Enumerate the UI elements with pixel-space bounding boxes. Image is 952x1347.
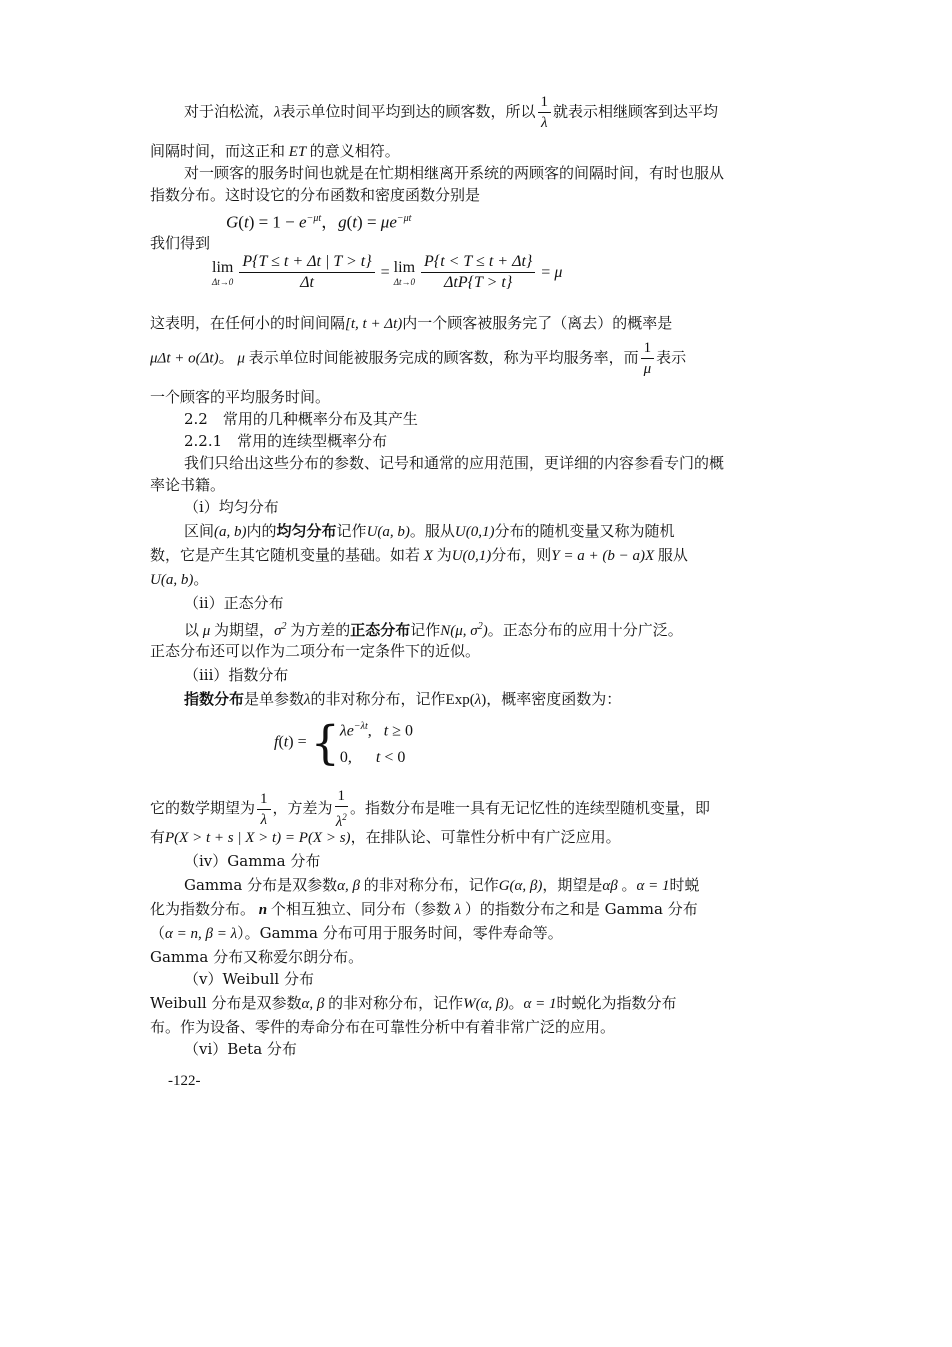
- para-line: [150, 312, 672, 335]
- math: (a, b): [214, 524, 247, 540]
- item-heading-weibull: （v）Weibull 分布: [184, 970, 314, 988]
- math: ET: [285, 144, 310, 160]
- item-heading-beta: （vi）Beta 分布: [184, 1040, 297, 1058]
- text: （: [150, 924, 166, 942]
- para-line: 一个顾客的平均服务时间。: [150, 388, 331, 406]
- para-line: [150, 568, 208, 591]
- text: 分布，则: [491, 546, 552, 564]
- fraction-1-over-lambda: $\frac{1}{\lambda}$: [538, 92, 552, 133]
- math: U(0,1): [451, 548, 492, 564]
- text: 以: [184, 621, 200, 639]
- math-memoryless: P(X > t + s | X > t) = P(X > s): [165, 830, 351, 846]
- item-heading-uniform: （i）均匀分布: [184, 498, 279, 516]
- fraction-1-over-lambda: $\frac{1}{\lambda}$: [257, 789, 271, 830]
- math: λ: [274, 104, 281, 121]
- text: 。: [508, 994, 524, 1012]
- para-line: [184, 520, 675, 543]
- math: α = 1: [523, 996, 557, 1012]
- math: U(a, b): [150, 572, 194, 588]
- math: μΔt + o(Δt): [150, 350, 219, 367]
- math: U(0,1): [454, 524, 495, 540]
- item-heading-exponential: （iii）指数分布: [184, 666, 289, 684]
- para-line: [150, 898, 698, 921]
- math: αβ: [602, 878, 622, 894]
- math: α = n, β = λ: [165, 926, 238, 942]
- text: 就表示相继顾客到达平均: [553, 102, 719, 121]
- para-line: 指数分布。这时设它的分布函数和密度函数分别是: [150, 186, 481, 204]
- text: 内的: [246, 522, 277, 540]
- text: 为方差的: [290, 621, 351, 639]
- bold-term: 指数分布: [184, 690, 245, 708]
- item-heading-normal: （ii）正态分布: [184, 594, 284, 612]
- para-line: [150, 544, 688, 567]
- math: μ: [199, 623, 215, 639]
- text: 的意义相符。: [309, 142, 400, 160]
- para-line: [150, 922, 563, 945]
- text: ）的指数分布之和是 Gamma 分布: [464, 900, 698, 918]
- para-line: [150, 826, 621, 849]
- page-number: -122-: [168, 1073, 201, 1089]
- para-line: [184, 688, 621, 711]
- section-heading: 2.2 常用的几种概率分布及其产生: [184, 410, 418, 428]
- text: 有: [150, 828, 166, 846]
- text: Weibull 分布是双参数: [150, 994, 302, 1012]
- text: 的非对称分布，记作: [363, 876, 499, 894]
- math: W(α, β): [463, 996, 509, 1012]
- math: Exp(λ): [445, 692, 487, 708]
- formula-limit: lim Δt→0 $\frac{P\{T \le t + \Delta t | T > t\}}{\Delta t}$ = lim Δt→0 $\frac{P\{t < T \le t + \Delta t\}}{\text{ΔtP\{T > t\}}}$ = μ: [212, 253, 563, 291]
- text: 。服从: [409, 522, 455, 540]
- text: 时蜕化为指数分布: [556, 994, 677, 1012]
- para-line: 率论书籍。: [150, 476, 226, 494]
- text: 时蜕: [669, 876, 700, 894]
- para-line: [150, 992, 677, 1015]
- text: 表示: [656, 348, 687, 367]
- para-line: [150, 338, 686, 379]
- math: G(α, β): [498, 878, 543, 894]
- text: 记作: [336, 522, 367, 540]
- text: 区间: [184, 522, 215, 540]
- text: ）。Gamma 分布可用于服务时间，零件寿命等。: [237, 924, 563, 942]
- text: 数，它是产生其它随机变量的基础。如若: [150, 546, 421, 564]
- text: 内一个顾客被服务完了（离去）的概率是: [402, 314, 673, 332]
- math: X: [420, 548, 437, 564]
- text: 对于泊松流，: [184, 102, 275, 121]
- text: 这表明，在任何小的时间间隔: [150, 314, 346, 332]
- para-line: 对一顾客的服务时间也就是在忙期相继离开系统的两顾客的间隔时间，有时也服从: [184, 164, 725, 182]
- text: ，概率密度函数为：: [486, 690, 622, 708]
- math: α, β: [337, 878, 364, 894]
- fraction-1-over-lambda-squared: $\frac{1}{\lambda^2}$: [335, 788, 347, 830]
- math: Y = a + (b − a)X: [551, 548, 658, 564]
- text: Gamma 分布是双参数: [184, 876, 338, 894]
- math: λ: [304, 692, 311, 708]
- text: 的非对称分布，记作: [310, 690, 446, 708]
- text: 个相互独立、同分布（参数: [270, 900, 451, 918]
- item-heading-gamma: （iv）Gamma 分布: [184, 852, 321, 870]
- subsection-heading: 2.2.1 常用的连续型概率分布: [184, 432, 388, 450]
- text: 的非对称分布，记作: [328, 994, 464, 1012]
- math: n: [255, 902, 271, 918]
- text: 。: [218, 348, 234, 367]
- text: 表示单位时间平均到达的顾客数，所以: [280, 102, 536, 121]
- formula-service-distribution: $G(t) = 1 - e^{-\mu t}$，$g(t) = \mu e^{-\mu t}$: [226, 212, 412, 232]
- para-line: 正态分布还可以作为二项分布一定条件下的近似。: [150, 642, 481, 660]
- math: α = 1: [636, 878, 670, 894]
- text: 。: [621, 876, 637, 894]
- para-line: 布。作为设备、零件的寿命分布在可靠性分析中有着非常广泛的应用。: [150, 1018, 616, 1036]
- text: 是单参数: [244, 690, 305, 708]
- bold-term: 正态分布: [350, 621, 411, 639]
- formula-exponential-pdf: f(t) = { $\lambda e^{-\lambda t}$, t ≥ 0 0, t < 0: [274, 715, 413, 770]
- math: [t, t + Δt): [345, 316, 403, 332]
- math: U(a, b): [366, 524, 410, 540]
- fraction-1-over-mu: $\frac{1}{\mu}$: [641, 338, 655, 379]
- para-line: [184, 874, 700, 897]
- text: 。: [193, 570, 209, 588]
- para-line: 我们只给出这些分布的参数、记号和通常的应用范围，更详细的内容参看专门的概: [184, 454, 725, 472]
- text: ，在排队论、可靠性分析中有广泛应用。: [350, 828, 621, 846]
- text: 为: [436, 546, 452, 564]
- text: 记作: [410, 621, 441, 639]
- text: 化为指数分布。: [150, 900, 256, 918]
- para-poisson: [184, 92, 718, 133]
- text: 它的数学期望为: [150, 799, 256, 817]
- para-line: Gamma 分布又称爱尔朗分布。: [150, 948, 364, 966]
- text: 服从: [657, 546, 688, 564]
- text: ，方差为: [272, 799, 333, 817]
- text: 。指数分布是唯一具有无记忆性的连续型随机变量，即: [350, 799, 711, 817]
- text: 分布的随机变量又称为随机: [494, 522, 675, 540]
- text: ，期望是: [542, 876, 603, 894]
- bold-term: 均匀分布: [276, 522, 337, 540]
- text: 表示单位时间能被服务完成的顾客数，称为平均服务率，而: [248, 348, 639, 367]
- math: λ: [450, 902, 465, 918]
- math: $\sigma^2$: [274, 621, 287, 639]
- text: 。正态分布的应用十分广泛。: [487, 621, 683, 639]
- para-line: 我们得到: [150, 234, 211, 252]
- math: μ: [233, 350, 249, 367]
- para-line: [184, 616, 683, 642]
- math: N(μ, $\sigma^2$): [440, 621, 488, 639]
- text: 间隔时间，而这正和: [150, 142, 286, 160]
- math: α, β: [301, 996, 329, 1012]
- para-line: [150, 140, 400, 163]
- text: 为期望，: [214, 621, 275, 639]
